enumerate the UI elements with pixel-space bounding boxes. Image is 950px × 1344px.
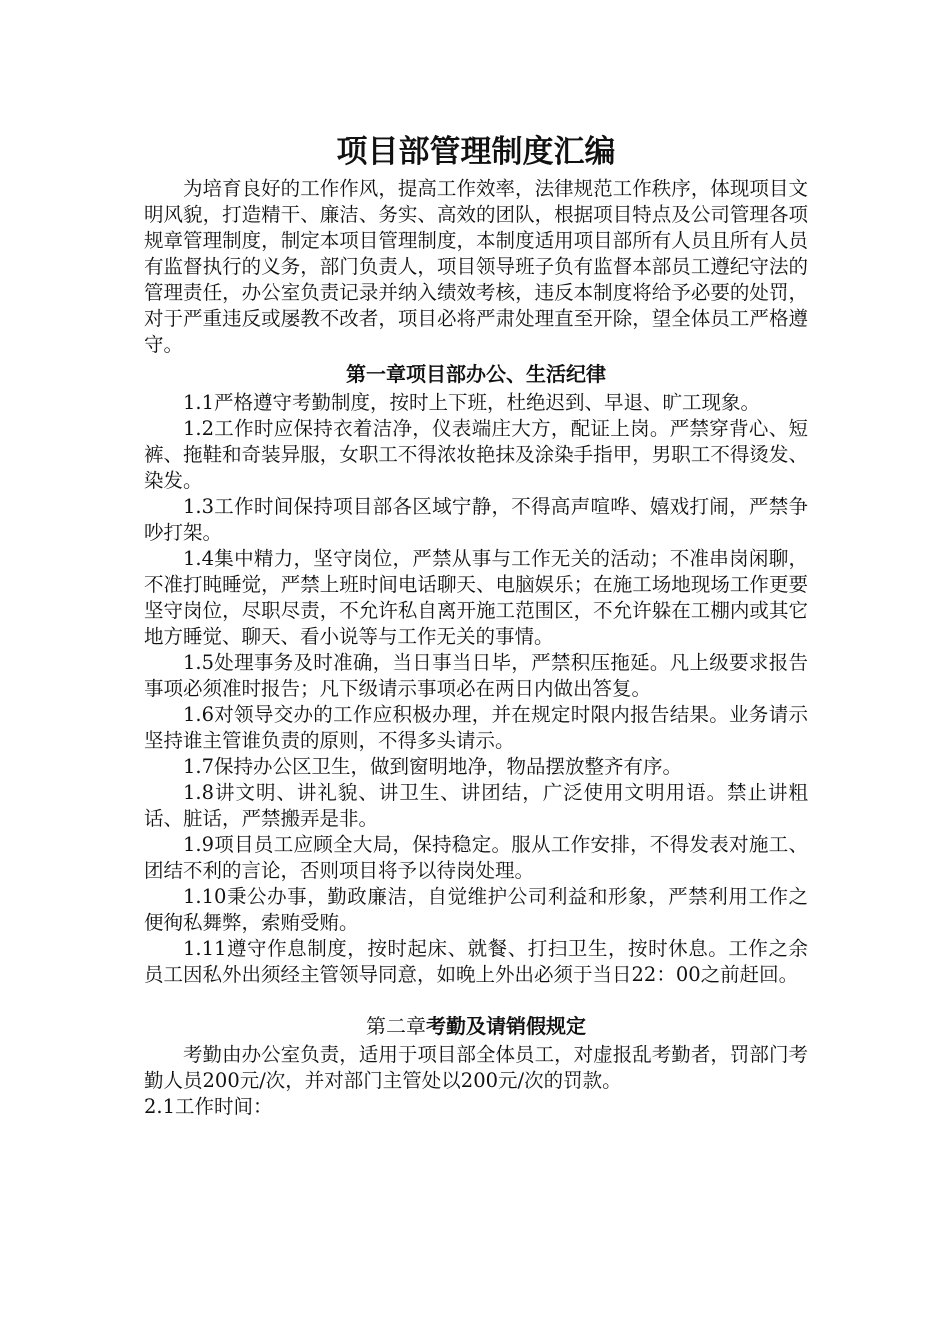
rule-1-2: 1.2工作时应保持衣着洁净，仪表端庄大方，配证上岗。严禁穿背心、短裤、拖鞋和奇装异服，女职工不得浓妆艳抹及涂染手指甲，男职工不得烫发、染发。 [144, 417, 808, 492]
rule-1-4: 1.4集中精力，坚守岗位，严禁从事与工作无关的活动；不准串岗闲聊，不准打盹睡觉，严禁上班时间电话聊天、电脑娱乐；在施工场地现场工作更要坚守岗位，尽职尽责，不允许私自离开施工范围区，不允许躲在工棚内或其它地方睡觉、聊天、看小说等与工作无关的事情。 [144, 547, 808, 648]
chapter-2-title: 考勤及请销假规定 [426, 1014, 586, 1038]
intro-paragraph: 为培育良好的工作作风，提高工作效率，法律规范工作秩序，体现项目文明风貌，打造精干、廉洁、务实、高效的团队，根据项目特点及公司管理各项规章管理制度，制定本项目管理制度，本制度适用项目部所有人员且所有人员有监督执行的义务，部门负责人，项目领导班子负有监督本部员工遵纪守法的管理责任，办公室负责记录并纳入绩效考核，违反本制度将给予必要的处罚，对于严重违反或屡教不改者，项目必将严肃处理直至开除，望全体员工严格遵守。 [144, 177, 808, 356]
rule-1-11: 1.11遵守作息制度，按时起床、就餐、打扫卫生，按时休息。工作之余员工因私外出须经主管领导同意，如晚上外出必须于当日22：00之前赶回。 [144, 937, 808, 986]
chapter-2-prefix: 第二章 [366, 1014, 426, 1038]
chapter-2-heading [144, 1010, 808, 1042]
chapter-2-intro: 考勤由办公室负责，适用于项目部全体员工，对虚报乱考勤者，罚部门考勤人员200元/次，并对部门主管处以200元/次的罚款。 [144, 1043, 808, 1092]
rule-1-7: 1.7保持办公区卫生，做到窗明地净，物品摆放整齐有序。 [183, 755, 683, 778]
document-page [144, 120, 808, 1120]
document-title: 项目部管理制度汇编 [336, 134, 616, 170]
rule-1-9: 1.9项目员工应顾全大局，保持稳定。服从工作安排，不得发表对施工、团结不利的言论，否则项目将予以待岗处理。 [144, 833, 808, 882]
rule-1-8: 1.8讲文明、讲礼貌、讲卫生、讲团结，广泛使用文明用语。禁止讲粗话、脏话，严禁搬弄是非。 [144, 781, 808, 830]
chapter-1-heading: 第一章项目部办公、生活纪律 [346, 362, 606, 386]
rule-2-1-heading: 2.1工作时间： [144, 1095, 273, 1118]
section-spacer [144, 988, 808, 1010]
rule-1-3: 1.3工作时间保持项目部各区域宁静，不得高声喧哗、嬉戏打闹，严禁争吵打架。 [144, 495, 808, 544]
rule-1-1: 1.1严格遵守考勤制度，按时上下班，杜绝迟到、早退、旷工现象。 [183, 391, 761, 414]
rule-1-10: 1.10秉公办事，勤政廉洁，自觉维护公司利益和形象，严禁利用工作之便徇私舞弊，索贿受贿。 [144, 885, 808, 934]
rule-1-6: 1.6对领导交办的工作应积极办理，并在规定时限内报告结果。业务请示坚持谁主管谁负责的原则，不得多头请示。 [144, 703, 808, 752]
rule-1-5: 1.5处理事务及时准确，当日事当日毕，严禁积压拖延。凡上级要求报告事项必须准时报告；凡下级请示事项必在两日内做出答复。 [144, 651, 808, 700]
